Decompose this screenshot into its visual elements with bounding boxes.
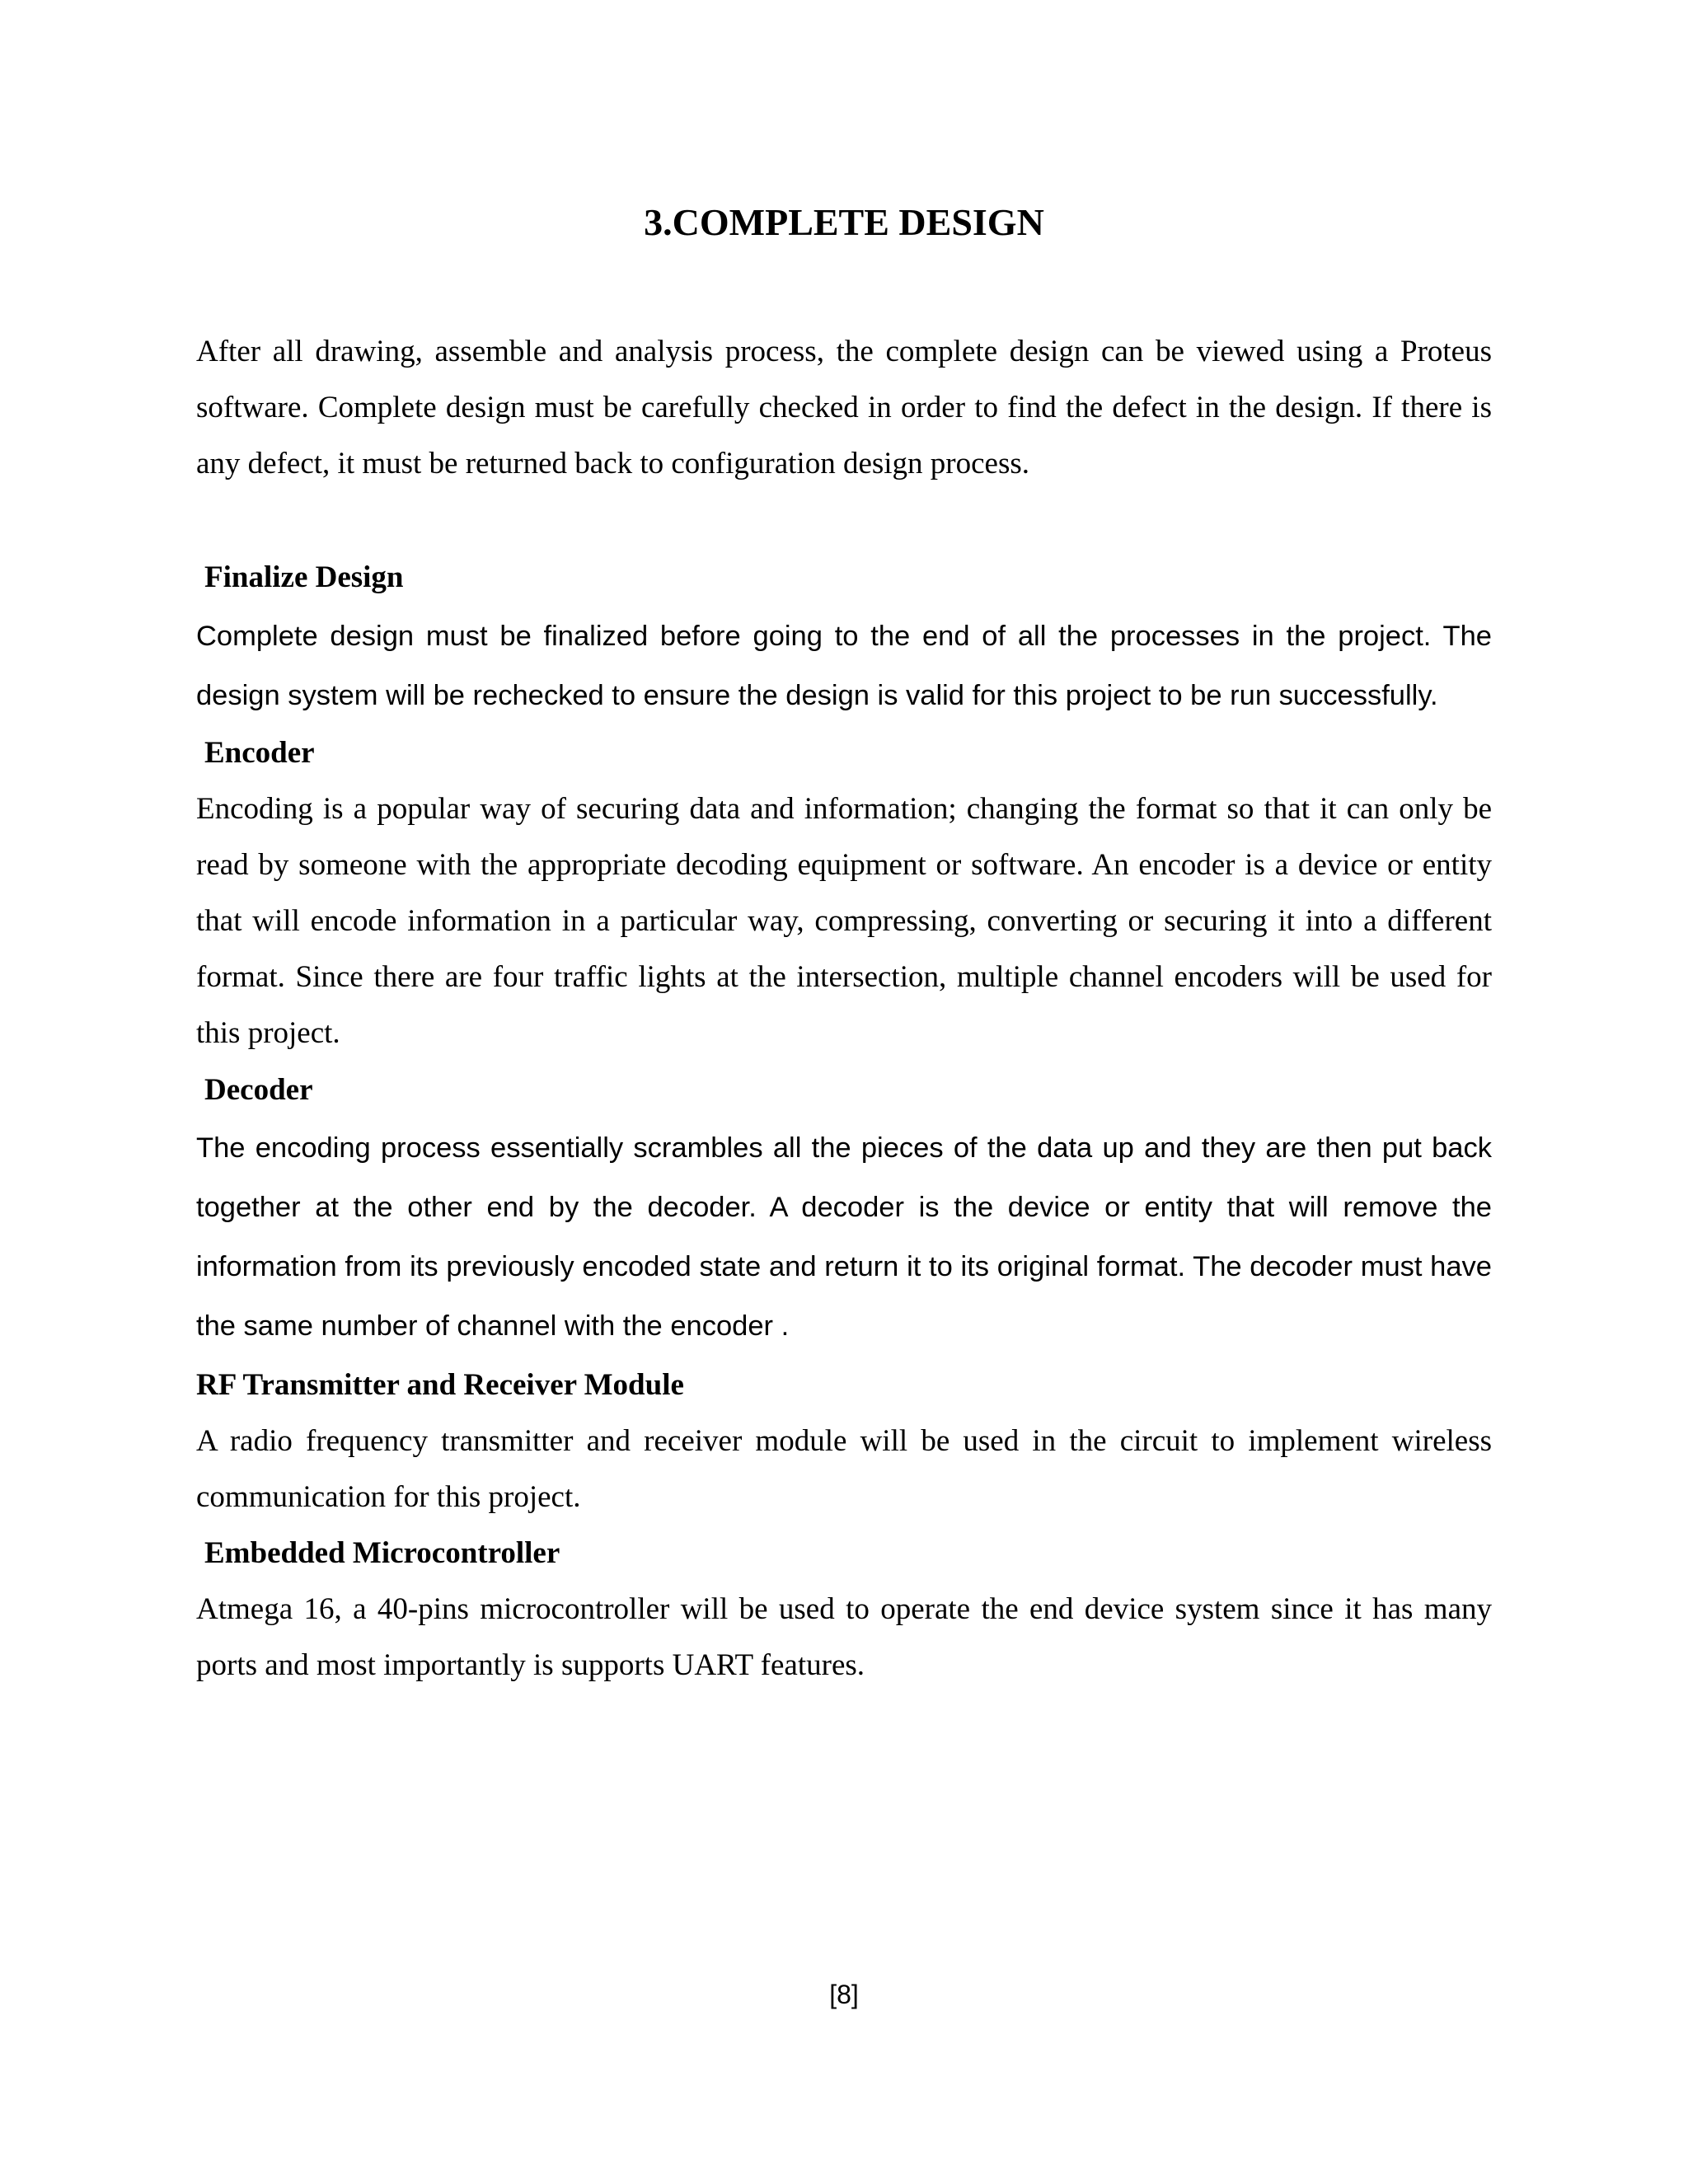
section-body-finalize-design: Complete design must be finalized before going to the end of all the processes in the project. The design system will be rechecked to ensure the design is valid for this project to be run successfully. [196,621,1492,711]
page-title: 3.COMPLETE DESIGN [644,201,1044,243]
section-heading-encoder: Encoder [204,736,315,770]
section-heading-embedded-microcontroller: Embedded Microcontroller [204,1536,560,1570]
section-body-encoder: Encoding is a popular way of securing data and information; changing the format so that it can only be read by someone with the appropriate decoding equipment or software. An encoder is a device or entity that will encode information in a particular way, compressing, converting or securing it into a different format. Since there are four traffic lights at the intersection, multiple channel encoders will be used for this project. [196,792,1492,1050]
section-heading-decoder: Decoder [204,1073,313,1107]
intro-paragraph: After all drawing, assemble and analysis process, the complete design can be viewed using a Proteus software. Complete design must be carefully checked in order to find the defect in the design. If there is any defect, it must be returned back to configuration design process. [196,335,1492,480]
section-heading-rf-module: RF Transmitter and Receiver Module [196,1368,684,1402]
page-number: [8] [829,1980,859,2009]
section-heading-finalize-design: Finalize Design [204,560,404,594]
section-body-decoder: The encoding process essentially scrambles all the pieces of the data up and they are then put back together at the other end by the decoder. A decoder is the device or entity that will remove the information from its previously encoded state and return it to its original format. The decoder must have the same number of channel with the encoder . [196,1132,1492,1342]
section-body-rf-module: A radio frequency transmitter and receiver module will be used in the circuit to implement wireless communication for this project. [196,1424,1492,1514]
section-body-embedded-microcontroller: Atmega 16, a 40-pins microcontroller will be used to operate the end device system since it has many ports and most importantly is supports UART features. [196,1592,1492,1682]
